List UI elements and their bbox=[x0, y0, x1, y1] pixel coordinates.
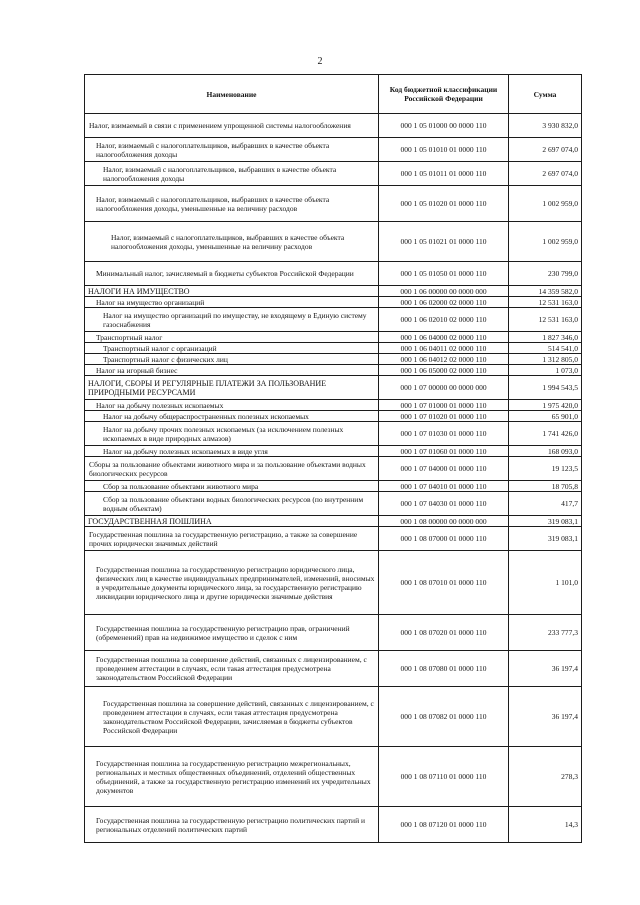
row-code: 000 1 05 01000 00 0000 110 bbox=[379, 114, 509, 138]
table-row bbox=[85, 481, 582, 492]
table-row bbox=[85, 332, 582, 343]
row-name: Сбор за пользование объектами водных биологических ресурсов (по внутренним водным объектам) bbox=[85, 492, 379, 516]
row-amount: 319 083,1 bbox=[509, 527, 582, 551]
table-row bbox=[85, 527, 582, 551]
row-name: Налог, взимаемый с налогоплательщиков, выбравших в качестве объекта налогообложения доходы, уменьшенные на величину расходов bbox=[85, 186, 379, 222]
table-row bbox=[85, 138, 582, 162]
row-amount: 1 002 959,0 bbox=[509, 186, 582, 222]
row-code: 000 1 08 07000 01 0000 110 bbox=[379, 527, 509, 551]
row-name: Сборы за пользование объектами животного мира и за пользование объектами водных биологических ресурсов bbox=[85, 457, 379, 481]
row-code: 000 1 07 00000 00 0000 000 bbox=[379, 376, 509, 400]
row-name: Государственная пошлина за совершение действий, связанных с лицензированием, с проведением аттестации в случаях, если такая аттестация предусмотрена законодательством Российской Федерации, зачисляемая в бюджеты субъектов Российской Федерации bbox=[85, 687, 379, 747]
row-code: 000 1 06 00000 00 0000 000 bbox=[379, 286, 509, 297]
row-name: Минимальный налог, зачисляемый в бюджеты субъектов Российской Федерации bbox=[85, 262, 379, 286]
table-row bbox=[85, 551, 582, 615]
table-row bbox=[85, 807, 582, 843]
row-code: 000 1 05 01020 01 0000 110 bbox=[379, 186, 509, 222]
table-row bbox=[85, 422, 582, 446]
row-amount: 168 093,0 bbox=[509, 446, 582, 457]
row-amount: 2 697 074,0 bbox=[509, 138, 582, 162]
row-name: Государственная пошлина за государственную регистрацию прав, ограничений (обременений) прав на недвижимое имущество и сделок с ним bbox=[85, 615, 379, 651]
row-amount: 12 531 163,0 bbox=[509, 297, 582, 308]
row-code: 000 1 06 02000 02 0000 110 bbox=[379, 297, 509, 308]
row-amount: 1 827 346,0 bbox=[509, 332, 582, 343]
row-name: НАЛОГИ НА ИМУЩЕСТВО bbox=[85, 286, 379, 297]
row-name: Налог, взимаемый с налогоплательщиков, выбравших в качестве объекта налогообложения доходы bbox=[85, 138, 379, 162]
table-row bbox=[85, 162, 582, 186]
row-code: 000 1 07 01000 01 0000 110 bbox=[379, 400, 509, 411]
row-code: 000 1 08 00000 00 0000 000 bbox=[379, 516, 509, 527]
table-header-row bbox=[85, 75, 582, 114]
table-row bbox=[85, 446, 582, 457]
row-name: Транспортный налог bbox=[85, 332, 379, 343]
row-name: Государственная пошлина за государственную регистрацию межрегиональных, региональных и местных общественных объединений, отделений общественных объединений, а также за государственную регистрацию изменений их учредительных документов bbox=[85, 747, 379, 807]
row-code: 000 1 06 04012 02 0000 110 bbox=[379, 354, 509, 365]
table-row bbox=[85, 343, 582, 354]
table-row bbox=[85, 376, 582, 400]
row-name: Государственная пошлина за совершение действий, связанных с лицензированием, с проведением аттестации в случаях, если такая аттестация предусмотрена законодательством Российской Федерации bbox=[85, 651, 379, 687]
table-row bbox=[85, 286, 582, 297]
row-name: Государственная пошлина за государственную регистрацию политических партий и региональных отделений политических партий bbox=[85, 807, 379, 843]
row-amount: 36 197,4 bbox=[509, 687, 582, 747]
row-name: Налог на добычу полезных ископаемых в виде угля bbox=[85, 446, 379, 457]
row-code: 000 1 08 07082 01 0000 110 bbox=[379, 687, 509, 747]
row-name: ГОСУДАРСТВЕННАЯ ПОШЛИНА bbox=[85, 516, 379, 527]
row-amount: 278,3 bbox=[509, 747, 582, 807]
row-amount: 1 975 420,0 bbox=[509, 400, 582, 411]
row-amount: 1 002 959,0 bbox=[509, 222, 582, 262]
row-name: Государственная пошлина за государственную регистрацию, а также за совершение прочих юридически значимых действий bbox=[85, 527, 379, 551]
row-amount: 1 741 426,0 bbox=[509, 422, 582, 446]
row-name: Сбор за пользование объектами животного мира bbox=[85, 481, 379, 492]
row-amount: 233 777,3 bbox=[509, 615, 582, 651]
row-amount: 12 531 163,0 bbox=[509, 308, 582, 332]
table-row bbox=[85, 308, 582, 332]
row-code: 000 1 05 01011 01 0000 110 bbox=[379, 162, 509, 186]
row-code: 000 1 08 07010 01 0000 110 bbox=[379, 551, 509, 615]
row-amount: 417,7 bbox=[509, 492, 582, 516]
row-amount: 1 073,0 bbox=[509, 365, 582, 376]
page-number: 2 bbox=[317, 56, 323, 67]
row-amount: 65 901,0 bbox=[509, 411, 582, 422]
row-name: Транспортный налог с организаций bbox=[85, 343, 379, 354]
table-row bbox=[85, 687, 582, 747]
row-name: Налог, взимаемый с налогоплательщиков, выбравших в качестве объекта налогообложения доходы bbox=[85, 162, 379, 186]
header-amount: Сумма bbox=[509, 75, 582, 114]
row-code: 000 1 07 04010 01 0000 110 bbox=[379, 481, 509, 492]
row-name: Налог на имущество организаций по имуществу, не входящему в Единую систему газоснабжения bbox=[85, 308, 379, 332]
table-row bbox=[85, 615, 582, 651]
row-code: 000 1 08 07020 01 0000 110 bbox=[379, 615, 509, 651]
row-amount: 319 083,1 bbox=[509, 516, 582, 527]
row-amount: 14 359 582,0 bbox=[509, 286, 582, 297]
row-amount: 1 994 543,5 bbox=[509, 376, 582, 400]
row-amount: 514 541,0 bbox=[509, 343, 582, 354]
row-code: 000 1 08 07080 01 0000 110 bbox=[379, 651, 509, 687]
row-amount: 3 930 832,0 bbox=[509, 114, 582, 138]
table-row bbox=[85, 457, 582, 481]
row-code: 000 1 06 05000 02 0000 110 bbox=[379, 365, 509, 376]
row-code: 000 1 06 04011 02 0000 110 bbox=[379, 343, 509, 354]
row-name: Налог на добычу полезных ископаемых bbox=[85, 400, 379, 411]
row-name: Государственная пошлина за государственную регистрацию юридического лица, физических лиц в качестве индивидуальных предпринимателей, изменений, вносимых в учредительные документы юридического лица, за государственную регистрацию ликвидации юридического лица и другие юридически значимые действия bbox=[85, 551, 379, 615]
header-code: Код бюджетной классификации Российской Федерации bbox=[379, 75, 509, 114]
table-row bbox=[85, 297, 582, 308]
row-code: 000 1 07 01020 01 0000 110 bbox=[379, 411, 509, 422]
row-amount: 19 123,5 bbox=[509, 457, 582, 481]
row-code: 000 1 08 07120 01 0000 110 bbox=[379, 807, 509, 843]
budget-revenue-table bbox=[84, 74, 582, 843]
row-amount: 1 101,0 bbox=[509, 551, 582, 615]
row-code: 000 1 07 04000 01 0000 110 bbox=[379, 457, 509, 481]
row-code: 000 1 05 01050 01 0000 110 bbox=[379, 262, 509, 286]
table-row bbox=[85, 400, 582, 411]
row-name: Налог, взимаемый в связи с применением упрощенной системы налогообложения bbox=[85, 114, 379, 138]
row-name: Налог, взимаемый с налогоплательщиков, выбравших в качестве объекта налогообложения доходы, уменьшенные на величину расходов bbox=[85, 222, 379, 262]
table-row bbox=[85, 651, 582, 687]
row-code: 000 1 05 01021 01 0000 110 bbox=[379, 222, 509, 262]
table-row bbox=[85, 747, 582, 807]
table-row bbox=[85, 114, 582, 138]
row-name: Налог на добычу прочих полезных ископаемых (за исключением полезных ископаемых в виде природных алмазов) bbox=[85, 422, 379, 446]
row-code: 000 1 06 02010 02 0000 110 bbox=[379, 308, 509, 332]
row-name: Налог на добычу общераспространенных полезных ископаемых bbox=[85, 411, 379, 422]
row-amount: 14,3 bbox=[509, 807, 582, 843]
row-name: НАЛОГИ, СБОРЫ И РЕГУЛЯРНЫЕ ПЛАТЕЖИ ЗА ПОЛЬЗОВАНИЕ ПРИРОДНЫМИ РЕСУРСАМИ bbox=[85, 376, 379, 400]
row-code: 000 1 07 01060 01 0000 110 bbox=[379, 446, 509, 457]
row-code: 000 1 06 04000 02 0000 110 bbox=[379, 332, 509, 343]
row-code: 000 1 05 01010 01 0000 110 bbox=[379, 138, 509, 162]
row-name: Транспортный налог с физических лиц bbox=[85, 354, 379, 365]
table-row bbox=[85, 492, 582, 516]
row-name: Налог на имущество организаций bbox=[85, 297, 379, 308]
table-row bbox=[85, 411, 582, 422]
table-row bbox=[85, 186, 582, 222]
row-code: 000 1 07 04030 01 0000 110 bbox=[379, 492, 509, 516]
row-amount: 1 312 805,0 bbox=[509, 354, 582, 365]
row-amount: 18 705,8 bbox=[509, 481, 582, 492]
table-row bbox=[85, 516, 582, 527]
row-code: 000 1 07 01030 01 0000 110 bbox=[379, 422, 509, 446]
table-row bbox=[85, 262, 582, 286]
table-row bbox=[85, 365, 582, 376]
row-amount: 230 799,0 bbox=[509, 262, 582, 286]
row-amount: 36 197,4 bbox=[509, 651, 582, 687]
row-code: 000 1 08 07110 01 0000 110 bbox=[379, 747, 509, 807]
header-name: Наименование bbox=[85, 75, 379, 114]
table-row bbox=[85, 222, 582, 262]
row-name: Налог на игорный бизнес bbox=[85, 365, 379, 376]
row-amount: 2 697 074,0 bbox=[509, 162, 582, 186]
table-row bbox=[85, 354, 582, 365]
